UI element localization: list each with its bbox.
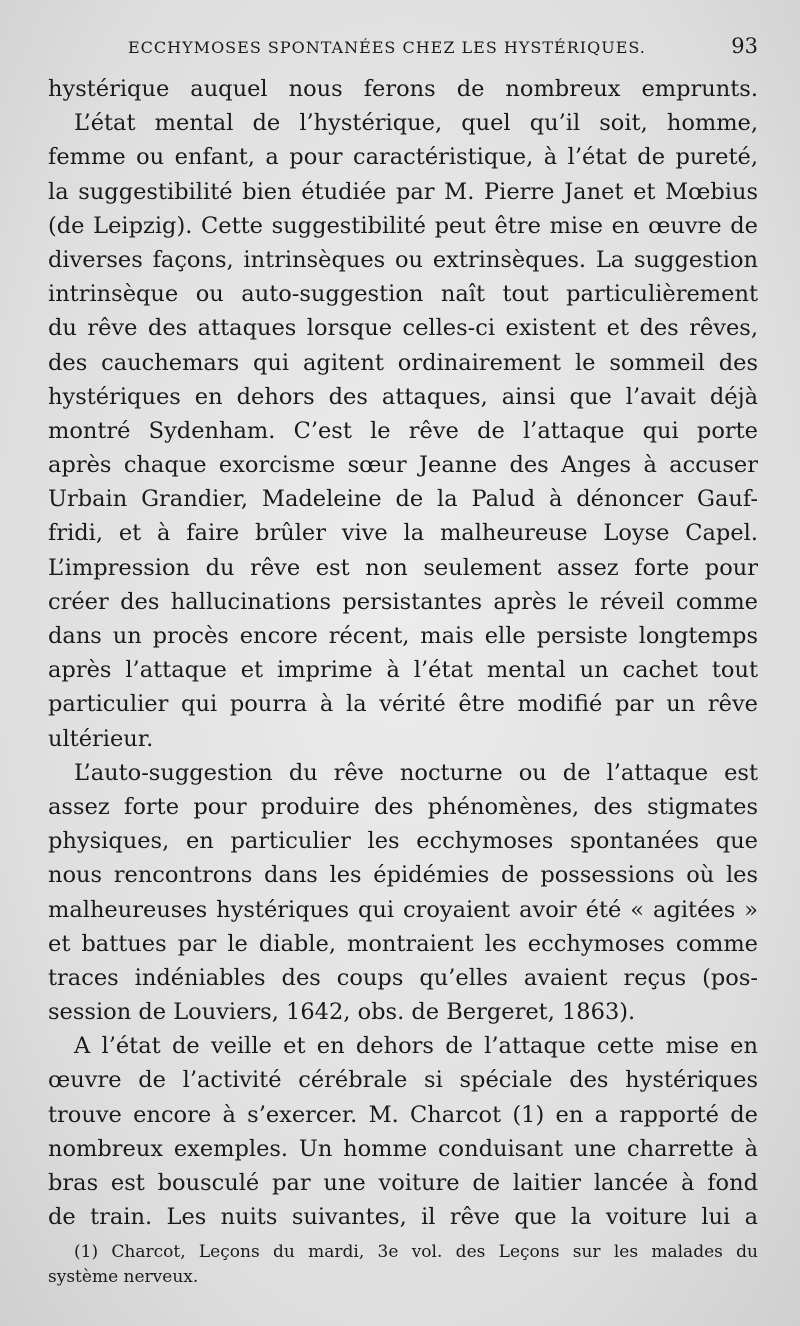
text-line: et battues par le diable, montraient les ecchymoses comme: [48, 930, 758, 957]
text-line: nous rencontrons dans les épidémies de possessions où les: [48, 862, 758, 889]
text-line: bras est bousculé par une voiture de laitier lancée à fond: [48, 1170, 758, 1196]
text-line: après l’attaque et imprime à l’état mental un cachet tout: [48, 657, 758, 684]
text-line: L’état mental de l’hystérique, quel qu’il soit, homme,: [74, 110, 758, 137]
text-line: après chaque exorcisme sœur Jeanne des Anges à accuser: [48, 452, 758, 479]
text-line: Urbain Grandier, Madeleine de la Palud à dénoncer Gauf-: [48, 486, 758, 513]
text-line: hystérique auquel nous ferons de nombreux emprunts.: [48, 76, 758, 102]
text-line: nombreux exemples. Un homme conduisant une charrette à: [48, 1135, 758, 1162]
text-line: femme ou enfant, a pour caractéristique, à l’état de pureté,: [48, 144, 758, 171]
text-line: des cauchemars qui agitent ordinairement le sommeil des: [48, 349, 758, 376]
text-line: trouve encore à s’exercer. M. Charcot (1) en a rapporté de: [48, 1101, 758, 1128]
text-line: dans un procès encore récent, mais elle persiste longtemps: [48, 623, 758, 649]
text-line: traces indéniables des coups qu’elles avaient reçus (pos-: [48, 964, 758, 991]
text-line: particulier qui pourra à la vérité être modifié par un rêve: [48, 691, 758, 718]
text-line: intrinsèque ou auto-suggestion naît tout particulièrement: [48, 281, 758, 308]
running-title: ECCHYMOSES SPONTANÉES CHEZ LES HYSTÉRIQUES.: [128, 38, 646, 57]
text-line: fridi, et à faire brûler vive la malheureuse Loyse Capel.: [48, 520, 758, 547]
text-line: L’impression du rêve est non seulement assez forte pour: [48, 554, 758, 581]
body-text: [48, 72, 758, 1234]
text-line: créer des hallucinations persistantes après le réveil comme: [48, 588, 758, 615]
text-line: ultérieur.: [48, 725, 154, 752]
text-line: assez forte pour produire des phénomènes, des stigmates: [48, 793, 758, 820]
text-line: (de Leipzig). Cette suggestibilité peut être mise en œuvre de: [48, 212, 758, 239]
text-line: L’auto-suggestion du rêve nocturne ou de l’attaque est: [74, 759, 758, 786]
text-line: hystériques en dehors des attaques, ainsi que l’avait déjà: [48, 383, 758, 410]
text-line: montré Sydenham. C’est le rêve de l’attaque qui porte: [48, 417, 758, 444]
footnotes: [48, 1240, 758, 1290]
footnote-line: système nerveux.: [48, 1267, 199, 1287]
text-line: session de Louviers, 1642, obs. de Bergeret, 1863).: [48, 999, 636, 1026]
footnote-line: (1) Charcot, Leçons du mardi, 3e vol. des Leçons sur les malades du: [74, 1242, 758, 1262]
text-line: du rêve des attaques lorsque celles-ci existent et des rêves,: [48, 315, 758, 342]
text-line: œuvre de l’activité cérébrale si spéciale des hystériques: [48, 1067, 758, 1094]
text-line: diverses façons, intrinsèques ou extrinsèques. La suggestion: [48, 246, 758, 273]
text-line: physiques, en particulier les ecchymoses spontanées que: [48, 828, 758, 855]
page-header: [128, 34, 758, 64]
text-line: la suggestibilité bien étudiée par M. Pierre Janet et Mœbius: [48, 178, 758, 205]
text-line: de train. Les nuits suivantes, il rêve que la voiture lui a: [48, 1204, 758, 1231]
text-line: malheureuses hystériques qui croyaient avoir été « agitées »: [48, 896, 758, 923]
text-line: A l’état de veille et en dehors de l’attaque cette mise en: [74, 1033, 758, 1060]
page-number: 93: [731, 34, 758, 58]
